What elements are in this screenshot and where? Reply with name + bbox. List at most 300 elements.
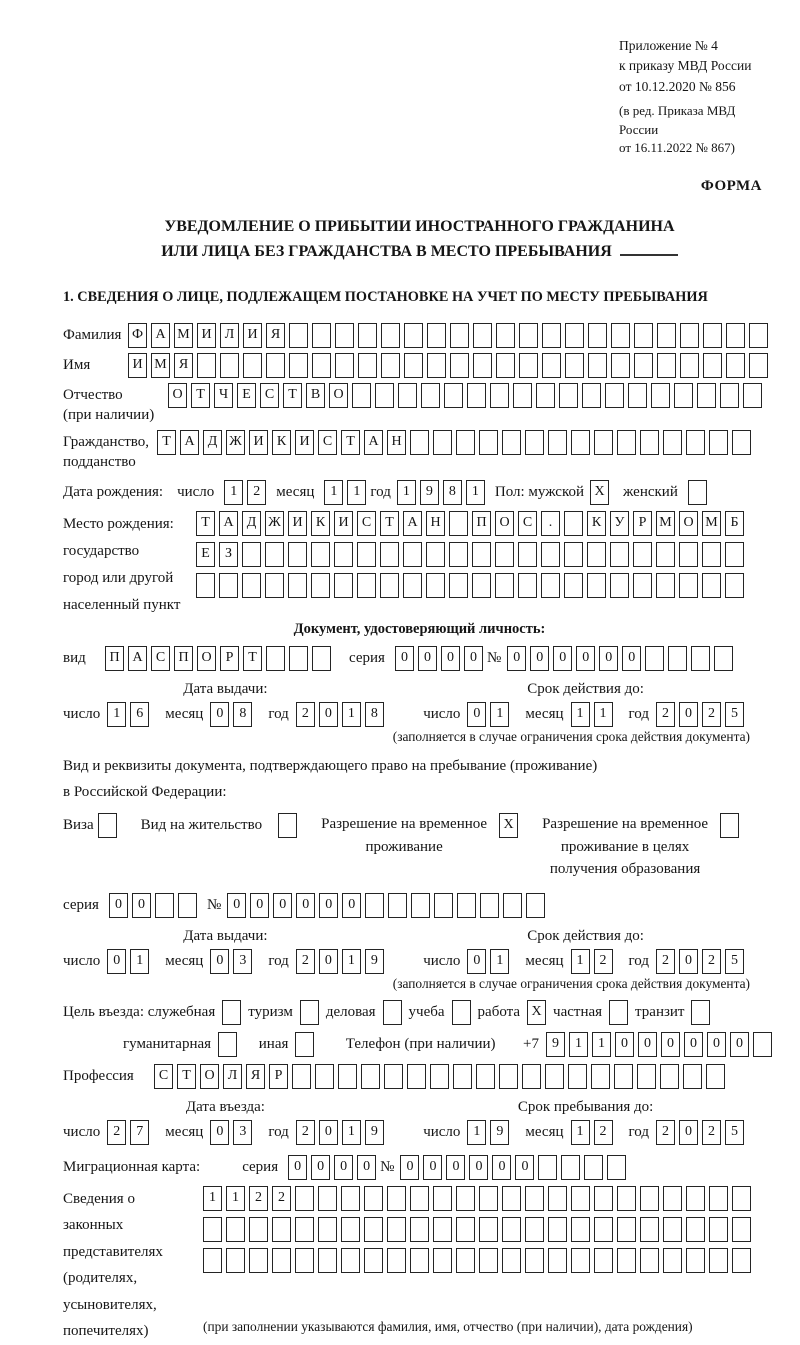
- char-box[interactable]: 1: [224, 480, 243, 505]
- char-box[interactable]: 2: [656, 949, 675, 974]
- char-box[interactable]: 0: [679, 1120, 698, 1145]
- char-box[interactable]: [732, 430, 751, 455]
- char-box[interactable]: И: [295, 430, 314, 455]
- char-box[interactable]: [410, 1217, 429, 1242]
- char-box[interactable]: [686, 1248, 705, 1273]
- char-box[interactable]: [525, 1248, 544, 1273]
- char-box[interactable]: 2: [247, 480, 266, 505]
- char-box[interactable]: 0: [492, 1155, 511, 1180]
- char-box[interactable]: [295, 1032, 314, 1057]
- char-box[interactable]: [288, 542, 307, 567]
- char-box[interactable]: [265, 542, 284, 567]
- char-box[interactable]: 1: [324, 480, 343, 505]
- char-box[interactable]: [541, 573, 560, 598]
- char-box[interactable]: [564, 511, 583, 536]
- char-box[interactable]: X: [499, 813, 518, 838]
- char-box[interactable]: 0: [464, 646, 483, 671]
- char-box[interactable]: [691, 1000, 710, 1025]
- char-box[interactable]: [357, 573, 376, 598]
- char-box[interactable]: 2: [702, 1120, 721, 1145]
- char-box[interactable]: [679, 573, 698, 598]
- char-box[interactable]: [663, 1248, 682, 1273]
- char-box[interactable]: [522, 1064, 541, 1089]
- char-box[interactable]: 0: [227, 893, 246, 918]
- char-box[interactable]: 0: [507, 646, 526, 671]
- char-box[interactable]: [272, 1248, 291, 1273]
- char-box[interactable]: [472, 542, 491, 567]
- char-box[interactable]: [433, 430, 452, 455]
- char-box[interactable]: [686, 1186, 705, 1211]
- char-box[interactable]: [518, 542, 537, 567]
- char-box[interactable]: 0: [273, 893, 292, 918]
- char-box[interactable]: [318, 1217, 337, 1242]
- char-box[interactable]: [288, 573, 307, 598]
- char-box[interactable]: 2: [702, 949, 721, 974]
- char-box[interactable]: З: [219, 542, 238, 567]
- char-box[interactable]: [503, 893, 522, 918]
- char-box[interactable]: [312, 353, 331, 378]
- char-box[interactable]: 1: [226, 1186, 245, 1211]
- char-box[interactable]: [548, 1248, 567, 1273]
- char-box[interactable]: [312, 646, 331, 671]
- char-box[interactable]: 2: [107, 1120, 126, 1145]
- char-box[interactable]: [388, 893, 407, 918]
- char-box[interactable]: [410, 430, 429, 455]
- char-box[interactable]: 0: [467, 702, 486, 727]
- char-box[interactable]: [358, 323, 377, 348]
- char-box[interactable]: [220, 353, 239, 378]
- char-box[interactable]: 0: [679, 949, 698, 974]
- char-box[interactable]: 2: [296, 949, 315, 974]
- char-box[interactable]: [456, 430, 475, 455]
- char-box[interactable]: 1: [571, 1120, 590, 1145]
- char-box[interactable]: [709, 430, 728, 455]
- char-box[interactable]: И: [288, 511, 307, 536]
- char-box[interactable]: [657, 323, 676, 348]
- char-box[interactable]: [559, 383, 578, 408]
- char-box[interactable]: С: [151, 646, 170, 671]
- char-box[interactable]: 9: [420, 480, 439, 505]
- char-box[interactable]: 1: [130, 949, 149, 974]
- char-box[interactable]: [588, 323, 607, 348]
- char-box[interactable]: [536, 383, 555, 408]
- char-box[interactable]: [403, 573, 422, 598]
- char-box[interactable]: [542, 323, 561, 348]
- char-box[interactable]: [457, 893, 476, 918]
- char-box[interactable]: [594, 1217, 613, 1242]
- char-box[interactable]: [609, 1000, 628, 1025]
- char-box[interactable]: [338, 1064, 357, 1089]
- char-box[interactable]: [196, 573, 215, 598]
- char-box[interactable]: [702, 542, 721, 567]
- char-box[interactable]: [725, 542, 744, 567]
- char-box[interactable]: 0: [107, 949, 126, 974]
- char-box[interactable]: [591, 1064, 610, 1089]
- char-box[interactable]: [518, 573, 537, 598]
- char-box[interactable]: 0: [515, 1155, 534, 1180]
- char-box[interactable]: [315, 1064, 334, 1089]
- char-box[interactable]: [387, 1186, 406, 1211]
- char-box[interactable]: [380, 542, 399, 567]
- char-box[interactable]: [453, 1064, 472, 1089]
- char-box[interactable]: [411, 893, 430, 918]
- char-box[interactable]: [249, 1217, 268, 1242]
- char-box[interactable]: Ж: [265, 511, 284, 536]
- char-box[interactable]: [610, 542, 629, 567]
- char-box[interactable]: 3: [233, 949, 252, 974]
- char-box[interactable]: 0: [296, 893, 315, 918]
- char-box[interactable]: 8: [365, 702, 384, 727]
- char-box[interactable]: 0: [210, 949, 229, 974]
- char-box[interactable]: [568, 1064, 587, 1089]
- char-box[interactable]: С: [518, 511, 537, 536]
- char-box[interactable]: А: [128, 646, 147, 671]
- char-box[interactable]: П: [174, 646, 193, 671]
- char-box[interactable]: 9: [365, 1120, 384, 1145]
- char-box[interactable]: [634, 323, 653, 348]
- char-box[interactable]: [499, 1064, 518, 1089]
- char-box[interactable]: [495, 573, 514, 598]
- char-box[interactable]: [688, 480, 707, 505]
- char-box[interactable]: [295, 1248, 314, 1273]
- char-box[interactable]: 1: [347, 480, 366, 505]
- char-box[interactable]: [375, 383, 394, 408]
- char-box[interactable]: 0: [288, 1155, 307, 1180]
- char-box[interactable]: [444, 383, 463, 408]
- char-box[interactable]: .: [541, 511, 560, 536]
- char-box[interactable]: [674, 383, 693, 408]
- char-box[interactable]: И: [243, 323, 262, 348]
- char-box[interactable]: [645, 646, 664, 671]
- char-box[interactable]: А: [151, 323, 170, 348]
- char-box[interactable]: 5: [725, 702, 744, 727]
- char-box[interactable]: [686, 1217, 705, 1242]
- char-box[interactable]: [525, 1217, 544, 1242]
- char-box[interactable]: [479, 1217, 498, 1242]
- char-box[interactable]: О: [679, 511, 698, 536]
- char-box[interactable]: [433, 1248, 452, 1273]
- char-box[interactable]: О: [495, 511, 514, 536]
- char-box[interactable]: [634, 353, 653, 378]
- char-box[interactable]: [663, 1217, 682, 1242]
- char-box[interactable]: [571, 1248, 590, 1273]
- char-box[interactable]: [617, 430, 636, 455]
- char-box[interactable]: [364, 1186, 383, 1211]
- char-box[interactable]: Д: [242, 511, 261, 536]
- char-box[interactable]: [663, 430, 682, 455]
- char-box[interactable]: [633, 542, 652, 567]
- char-box[interactable]: [725, 573, 744, 598]
- char-box[interactable]: Ф: [128, 323, 147, 348]
- char-box[interactable]: 0: [707, 1032, 726, 1057]
- char-box[interactable]: [479, 1186, 498, 1211]
- char-box[interactable]: А: [219, 511, 238, 536]
- char-box[interactable]: Р: [269, 1064, 288, 1089]
- char-box[interactable]: [427, 353, 446, 378]
- char-box[interactable]: А: [403, 511, 422, 536]
- char-box[interactable]: О: [200, 1064, 219, 1089]
- char-box[interactable]: [410, 1186, 429, 1211]
- char-box[interactable]: [433, 1217, 452, 1242]
- char-box[interactable]: [318, 1248, 337, 1273]
- char-box[interactable]: [519, 353, 538, 378]
- char-box[interactable]: [526, 893, 545, 918]
- char-box[interactable]: [456, 1217, 475, 1242]
- char-box[interactable]: [289, 646, 308, 671]
- char-box[interactable]: 0: [319, 1120, 338, 1145]
- char-box[interactable]: [720, 813, 739, 838]
- char-box[interactable]: [732, 1186, 751, 1211]
- char-box[interactable]: Р: [633, 511, 652, 536]
- char-box[interactable]: 0: [599, 646, 618, 671]
- char-box[interactable]: [564, 542, 583, 567]
- char-box[interactable]: [265, 573, 284, 598]
- char-box[interactable]: [476, 1064, 495, 1089]
- char-box[interactable]: [334, 573, 353, 598]
- char-box[interactable]: [449, 511, 468, 536]
- char-box[interactable]: [98, 813, 117, 838]
- char-box[interactable]: [404, 353, 423, 378]
- char-box[interactable]: М: [702, 511, 721, 536]
- char-box[interactable]: [640, 430, 659, 455]
- char-box[interactable]: [341, 1248, 360, 1273]
- char-box[interactable]: [289, 353, 308, 378]
- char-box[interactable]: [640, 1248, 659, 1273]
- char-box[interactable]: 1: [107, 702, 126, 727]
- char-box[interactable]: [365, 893, 384, 918]
- char-box[interactable]: [472, 573, 491, 598]
- char-box[interactable]: [243, 353, 262, 378]
- char-box[interactable]: Б: [725, 511, 744, 536]
- char-box[interactable]: [449, 573, 468, 598]
- char-box[interactable]: [611, 353, 630, 378]
- char-box[interactable]: Т: [196, 511, 215, 536]
- char-box[interactable]: С: [260, 383, 279, 408]
- char-box[interactable]: 1: [592, 1032, 611, 1057]
- char-box[interactable]: С: [357, 511, 376, 536]
- char-box[interactable]: 1: [594, 702, 613, 727]
- char-box[interactable]: [582, 383, 601, 408]
- char-box[interactable]: [656, 573, 675, 598]
- char-box[interactable]: [663, 1186, 682, 1211]
- char-box[interactable]: 0: [400, 1155, 419, 1180]
- char-box[interactable]: [312, 323, 331, 348]
- char-box[interactable]: А: [180, 430, 199, 455]
- char-box[interactable]: [479, 430, 498, 455]
- char-box[interactable]: [680, 353, 699, 378]
- char-box[interactable]: [545, 1064, 564, 1089]
- char-box[interactable]: [502, 430, 521, 455]
- char-box[interactable]: 0: [319, 949, 338, 974]
- char-box[interactable]: [387, 1217, 406, 1242]
- char-box[interactable]: [434, 893, 453, 918]
- char-box[interactable]: И: [128, 353, 147, 378]
- char-box[interactable]: 0: [210, 1120, 229, 1145]
- char-box[interactable]: П: [105, 646, 124, 671]
- char-box[interactable]: [571, 1217, 590, 1242]
- char-box[interactable]: [410, 1248, 429, 1273]
- char-box[interactable]: 1: [203, 1186, 222, 1211]
- char-box[interactable]: К: [587, 511, 606, 536]
- char-box[interactable]: 2: [702, 702, 721, 727]
- char-box[interactable]: 0: [395, 646, 414, 671]
- char-box[interactable]: [660, 1064, 679, 1089]
- char-box[interactable]: 1: [342, 1120, 361, 1145]
- char-box[interactable]: [266, 353, 285, 378]
- char-box[interactable]: [155, 893, 174, 918]
- char-box[interactable]: 1: [342, 702, 361, 727]
- char-box[interactable]: [335, 323, 354, 348]
- char-box[interactable]: Е: [196, 542, 215, 567]
- char-box[interactable]: [743, 383, 762, 408]
- char-box[interactable]: 0: [530, 646, 549, 671]
- char-box[interactable]: [565, 323, 584, 348]
- char-box[interactable]: [222, 1000, 241, 1025]
- char-box[interactable]: [364, 1248, 383, 1273]
- char-box[interactable]: [364, 1217, 383, 1242]
- char-box[interactable]: [753, 1032, 772, 1057]
- char-box[interactable]: 6: [130, 702, 149, 727]
- char-box[interactable]: 0: [638, 1032, 657, 1057]
- char-box[interactable]: 0: [469, 1155, 488, 1180]
- char-box[interactable]: 2: [272, 1186, 291, 1211]
- char-box[interactable]: [203, 1248, 222, 1273]
- char-box[interactable]: 0: [132, 893, 151, 918]
- char-box[interactable]: [706, 1064, 725, 1089]
- char-box[interactable]: [691, 646, 710, 671]
- char-box[interactable]: [352, 383, 371, 408]
- char-box[interactable]: 1: [342, 949, 361, 974]
- char-box[interactable]: [548, 430, 567, 455]
- char-box[interactable]: [426, 542, 445, 567]
- char-box[interactable]: [702, 573, 721, 598]
- char-box[interactable]: К: [272, 430, 291, 455]
- char-box[interactable]: [680, 323, 699, 348]
- char-box[interactable]: [697, 383, 716, 408]
- char-box[interactable]: [226, 1217, 245, 1242]
- char-box[interactable]: [732, 1217, 751, 1242]
- char-box[interactable]: [295, 1217, 314, 1242]
- char-box[interactable]: [686, 430, 705, 455]
- char-box[interactable]: 0: [319, 702, 338, 727]
- char-box[interactable]: М: [151, 353, 170, 378]
- char-box[interactable]: 0: [418, 646, 437, 671]
- char-box[interactable]: [565, 353, 584, 378]
- char-box[interactable]: [219, 573, 238, 598]
- char-box[interactable]: [218, 1032, 237, 1057]
- char-box[interactable]: [242, 573, 261, 598]
- char-box[interactable]: [278, 813, 297, 838]
- char-box[interactable]: Л: [223, 1064, 242, 1089]
- char-box[interactable]: [709, 1248, 728, 1273]
- char-box[interactable]: 0: [311, 1155, 330, 1180]
- char-box[interactable]: С: [318, 430, 337, 455]
- char-box[interactable]: [358, 353, 377, 378]
- char-box[interactable]: Т: [191, 383, 210, 408]
- char-box[interactable]: [480, 893, 499, 918]
- char-box[interactable]: Т: [177, 1064, 196, 1089]
- char-box[interactable]: 0: [730, 1032, 749, 1057]
- char-box[interactable]: [628, 383, 647, 408]
- char-box[interactable]: [456, 1186, 475, 1211]
- char-box[interactable]: [611, 323, 630, 348]
- char-box[interactable]: [588, 353, 607, 378]
- char-box[interactable]: [249, 1248, 268, 1273]
- char-box[interactable]: [496, 353, 515, 378]
- char-box[interactable]: [605, 383, 624, 408]
- char-box[interactable]: [584, 1155, 603, 1180]
- char-box[interactable]: [651, 383, 670, 408]
- char-box[interactable]: [295, 1186, 314, 1211]
- char-box[interactable]: [266, 646, 285, 671]
- char-box[interactable]: 0: [342, 893, 361, 918]
- char-box[interactable]: [720, 383, 739, 408]
- char-box[interactable]: [587, 542, 606, 567]
- char-box[interactable]: У: [610, 511, 629, 536]
- char-box[interactable]: [384, 1064, 403, 1089]
- char-box[interactable]: [430, 1064, 449, 1089]
- char-box[interactable]: 0: [319, 893, 338, 918]
- char-box[interactable]: [541, 542, 560, 567]
- char-box[interactable]: П: [472, 511, 491, 536]
- char-box[interactable]: 1: [490, 949, 509, 974]
- char-box[interactable]: [426, 573, 445, 598]
- char-box[interactable]: [617, 1248, 636, 1273]
- char-box[interactable]: [726, 353, 745, 378]
- char-box[interactable]: 2: [656, 702, 675, 727]
- char-box[interactable]: [495, 542, 514, 567]
- char-box[interactable]: [292, 1064, 311, 1089]
- char-box[interactable]: [357, 542, 376, 567]
- char-box[interactable]: [564, 573, 583, 598]
- char-box[interactable]: О: [329, 383, 348, 408]
- char-box[interactable]: [334, 542, 353, 567]
- char-box[interactable]: [640, 1217, 659, 1242]
- char-box[interactable]: [519, 323, 538, 348]
- char-box[interactable]: [683, 1064, 702, 1089]
- char-box[interactable]: [311, 573, 330, 598]
- char-box[interactable]: [404, 323, 423, 348]
- char-box[interactable]: Н: [387, 430, 406, 455]
- char-box[interactable]: [380, 573, 399, 598]
- char-box[interactable]: 0: [250, 893, 269, 918]
- char-box[interactable]: [607, 1155, 626, 1180]
- char-box[interactable]: 1: [569, 1032, 588, 1057]
- char-box[interactable]: [637, 1064, 656, 1089]
- char-box[interactable]: 2: [296, 1120, 315, 1145]
- char-box[interactable]: [633, 573, 652, 598]
- char-box[interactable]: [450, 353, 469, 378]
- char-box[interactable]: X: [590, 480, 609, 505]
- char-box[interactable]: 0: [553, 646, 572, 671]
- char-box[interactable]: 5: [725, 1120, 744, 1145]
- char-box[interactable]: [197, 353, 216, 378]
- char-box[interactable]: [242, 542, 261, 567]
- char-box[interactable]: [749, 323, 768, 348]
- char-box[interactable]: 1: [467, 1120, 486, 1145]
- char-box[interactable]: Н: [426, 511, 445, 536]
- char-box[interactable]: 2: [656, 1120, 675, 1145]
- char-box[interactable]: [709, 1186, 728, 1211]
- char-box[interactable]: [703, 323, 722, 348]
- char-box[interactable]: [548, 1217, 567, 1242]
- char-box[interactable]: [381, 353, 400, 378]
- char-box[interactable]: [473, 323, 492, 348]
- char-box[interactable]: [640, 1186, 659, 1211]
- char-box[interactable]: 0: [615, 1032, 634, 1057]
- char-box[interactable]: Т: [341, 430, 360, 455]
- char-box[interactable]: 1: [571, 702, 590, 727]
